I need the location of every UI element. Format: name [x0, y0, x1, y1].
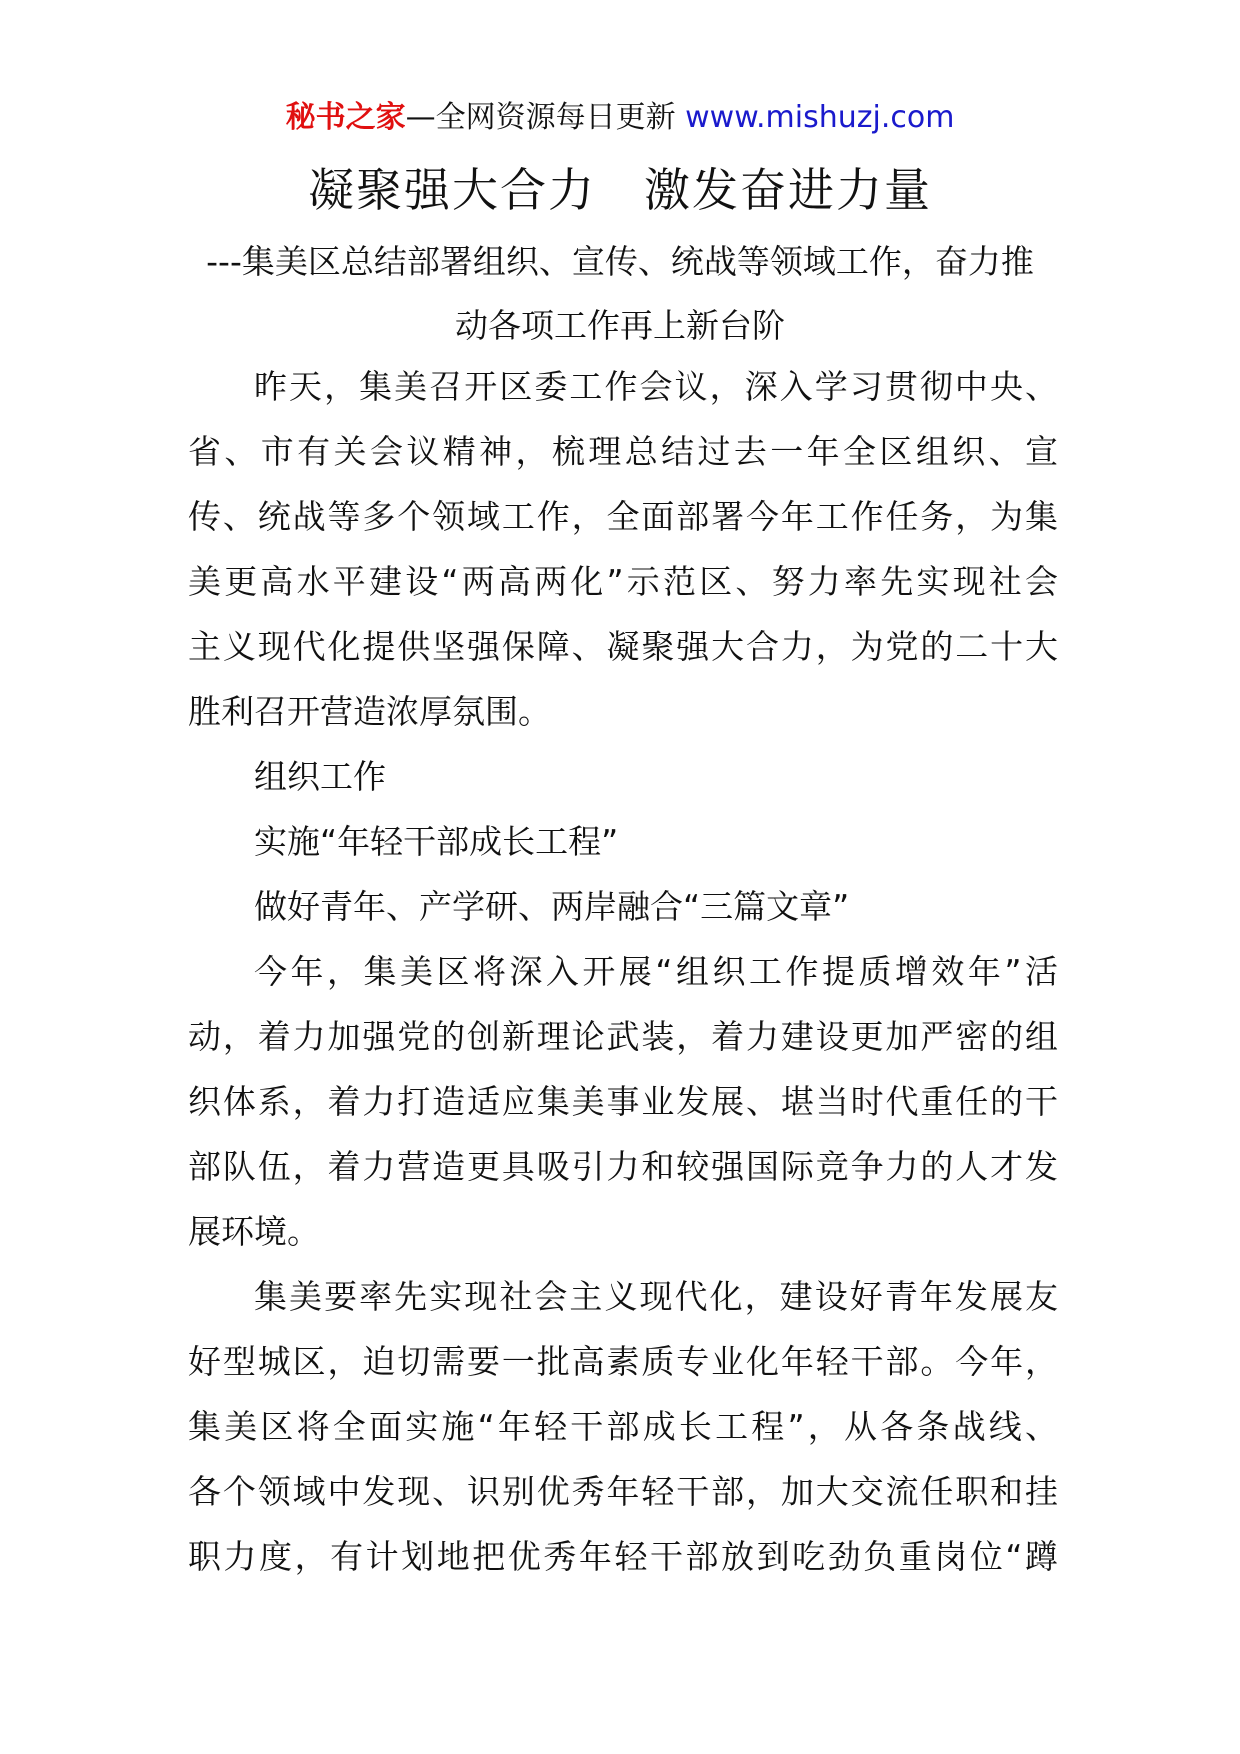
paragraph-line: 集美区将全面实施“年轻干部成长工程”，从各条战线、 [188, 1407, 1058, 1446]
paragraph-line: 展环境。 [188, 1212, 320, 1251]
paragraph-line: 动，着力加强党的创新理论武装，着力建设更加严密的组 [188, 1017, 1058, 1056]
document-subtitle [180, 230, 1060, 358]
paragraph-line: 昨天，集美召开区委工作会议，深入学习贯彻中央、 [254, 367, 1058, 406]
site-url-link[interactable]: www.mishuzj.com [685, 100, 955, 135]
paragraph-line: 省、市有关会议精神，梳理总结过去一年全区组织、宣 [188, 432, 1058, 471]
section-subheading: 做好青年、产学研、两岸融合“三篇文章” [254, 887, 850, 926]
site-header [0, 98, 1240, 138]
paragraph-line: 职力度，有计划地把优秀年轻干部放到吃劲负重岗位“蹲 [188, 1537, 1058, 1576]
paragraph-line: 美更高水平建设“两高两化”示范区、努力率先实现社会 [188, 562, 1058, 601]
paragraph-line: 各个领域中发现、识别优秀年轻干部，加大交流任职和挂 [188, 1472, 1058, 1511]
paragraph-line: 传、统战等多个领域工作，全面部署今年工作任务，为集 [188, 497, 1058, 536]
paragraph-line: 织体系，着力打造适应集美事业发展、堪当时代重任的干 [188, 1082, 1058, 1121]
paragraph-line: 胜利召开营造浓厚氛围。 [188, 692, 551, 731]
section-subheading: 实施“年轻干部成长工程” [254, 822, 619, 861]
paragraph-line: 部队伍，着力营造更具吸引力和较强国际竞争力的人才发 [188, 1147, 1058, 1186]
paragraph-line: 好型城区，迫切需要一批高素质专业化年轻干部。今年， [188, 1342, 1058, 1381]
header-slogan: —全网资源每日更新 [405, 100, 676, 135]
subtitle-line: 动各项工作再上新台阶 [455, 306, 785, 345]
section-heading: 组织工作 [254, 757, 386, 796]
subtitle-line: ---集美区总结部署组织、宣传、统战等领域工作，奋力推 [206, 242, 1034, 281]
brand-name: 秘书之家 [285, 100, 406, 135]
paragraph-line: 集美要率先实现社会主义现代化，建设好青年发展友 [254, 1277, 1058, 1316]
paragraph-line: 主义现代化提供坚强保障、凝聚强大合力，为党的二十大 [188, 627, 1058, 666]
document-body [188, 354, 1058, 1589]
paragraph-line: 今年，集美区将深入开展“组织工作提质增效年”活 [254, 952, 1058, 991]
document-title: 凝聚强大合力 激发奋进力量 [308, 163, 932, 217]
